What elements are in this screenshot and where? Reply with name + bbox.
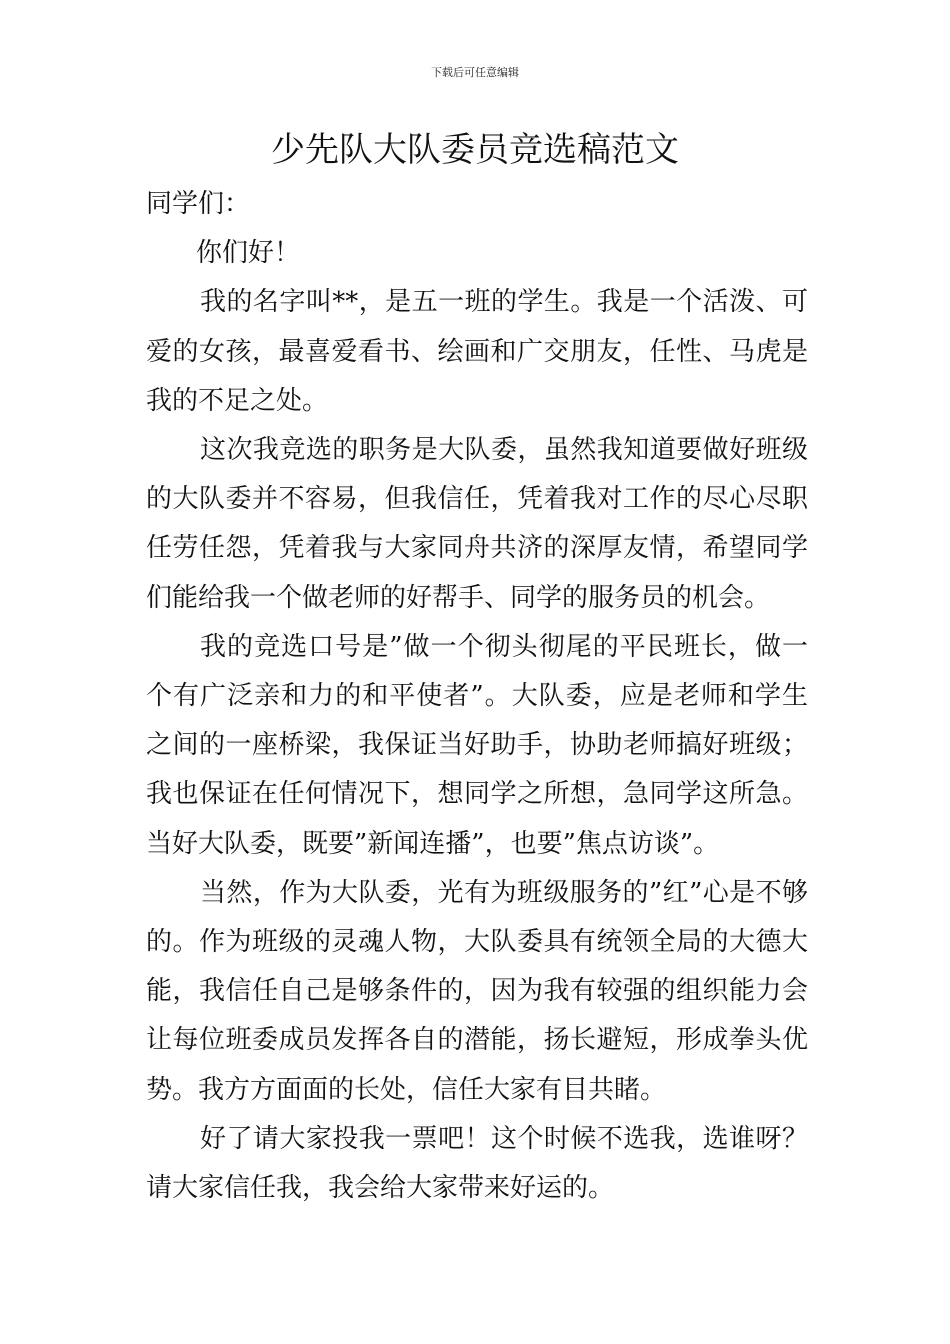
paragraph-slogan: 我的竞选口号是”做一个彻头彻尾的平民班长，做一个有广泛亲和力的和平使者”。大队委，应是老师和学生之间的一座桥梁，我保证当好助手，协助老师搞好班级；我也保证在任何情况下，想同学之所想，急同学这所急。当好大队委，既要”新闻连播”，也要”焦点访谈”。 <box>146 631 808 859</box>
document-title: 少先队大队委员竞选稿范文 <box>271 130 679 170</box>
header-note: 下载后可任意编辑 <box>431 66 519 79</box>
greeting: 你们好！ <box>196 238 301 269</box>
paragraph-closing: 好了请大家投我一票吧！这个时候不选我，选谁呀？请大家信任我，我会给大家带来好运的。 <box>146 1123 808 1204</box>
salutation: 同学们： <box>146 189 251 219</box>
document-body <box>146 180 808 1213</box>
paragraph-introduction: 我的名字叫**，是五一班的学生。我是一个活泼、可爱的女孩，最喜爱看书、绘画和广交朋友，任性、马虎是我的不足之处。 <box>146 287 808 416</box>
paragraph-qualifications: 当然，作为大队委，光有为班级服务的”红”心是不够的。作为班级的灵魂人物，大队委具有统领全局的大德大能，我信任自己是够条件的，因为我有较强的组织能力会让每位班委成员发挥各自的潜能，扬长避短，形成拳头优势。我方方面面的长处，信任大家有目共睹。 <box>146 877 808 1105</box>
paragraph-position: 这次我竞选的职务是大队委，虽然我知道要做好班级的大队委并不容易，但我信任，凭着我对工作的尽心尽职任劳任怨，凭着我与大家同舟共济的深厚友情，希望同学们能给我一个做老师的好帮手、同学的服务员的机会。 <box>146 435 808 613</box>
